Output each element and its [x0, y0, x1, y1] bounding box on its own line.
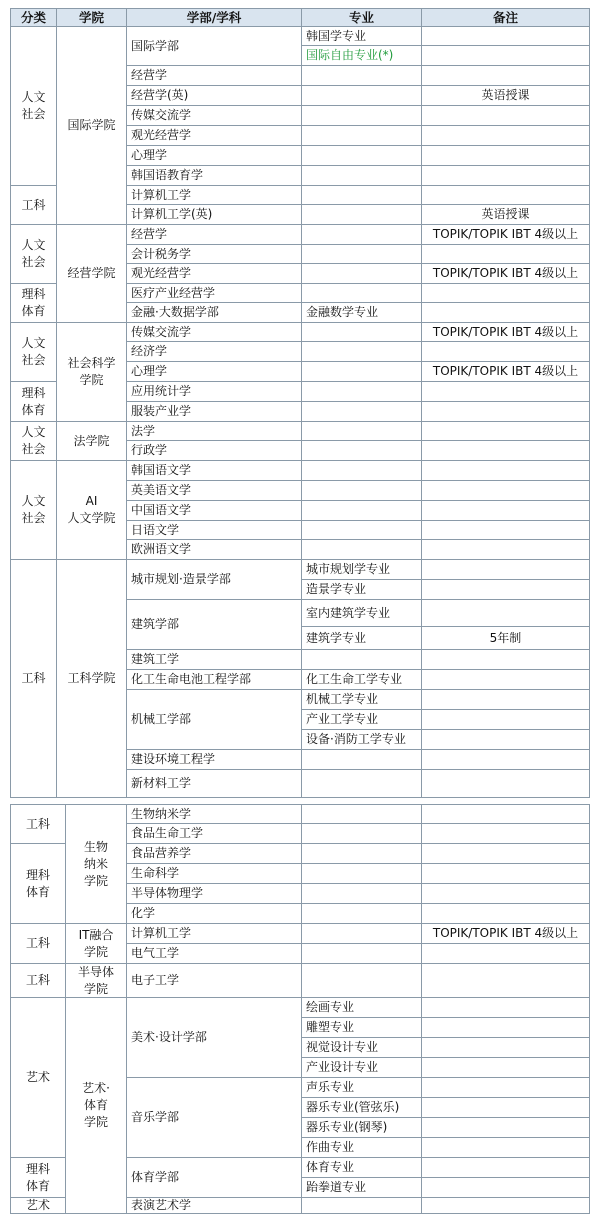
t1-major	[302, 86, 422, 106]
t1-major	[302, 205, 422, 225]
t1-dept	[127, 690, 302, 750]
t1-note	[422, 402, 590, 422]
t2-major-text: 器乐专业(管弦乐)	[306, 1100, 400, 1114]
t1-note-text: TOPIK/TOPIK IBT 4级以上	[432, 364, 579, 378]
t2-dept-text: 生物纳米学	[131, 806, 192, 821]
t2-dept	[127, 904, 302, 924]
t1-category-text: 理科 体育	[21, 287, 46, 318]
t1-note	[422, 166, 590, 186]
t2-note	[422, 904, 590, 924]
t1-dept-text: 经营学	[131, 68, 168, 82]
t2-major	[302, 1198, 422, 1214]
t1-dept-text: 行政学	[131, 443, 168, 457]
t1-note-text: 英语授课	[481, 88, 530, 102]
t2-dept-text: 计算机工学	[131, 926, 192, 940]
t1-college	[57, 560, 127, 798]
t2-major	[302, 824, 422, 844]
t1-major	[302, 770, 422, 798]
t2-major	[302, 844, 422, 864]
t1-dept	[127, 27, 302, 66]
t1-category	[10, 284, 57, 323]
t2-dept-text: 生命科学	[131, 866, 180, 880]
t1-note	[422, 323, 590, 342]
t1-dept	[127, 600, 302, 650]
t1-major	[302, 730, 422, 750]
t1-dept-text: 建设环境工程学	[131, 752, 216, 766]
t1-dept	[127, 186, 302, 205]
t2-category	[10, 1158, 66, 1198]
t2-category	[10, 804, 66, 844]
t2-dept	[127, 964, 302, 998]
t1-major	[302, 284, 422, 303]
t1-college-text: 国际学院	[67, 118, 116, 132]
t2-college-text: 艺术· 体育 学院	[82, 1081, 110, 1129]
t1-category-text: 人文 社会	[21, 90, 46, 121]
t1-note-text: TOPIK/TOPIK IBT 4级以上	[432, 227, 579, 241]
t1-dept-text: 传媒交流学	[131, 324, 192, 339]
t1-note	[422, 126, 590, 146]
t1-college-text: 工科学院	[67, 671, 116, 685]
t2-note-text: TOPIK/TOPIK IBT 4级以上	[432, 926, 579, 940]
t1-dept-text: 计算机工学(英)	[131, 207, 213, 221]
t1-dept-text: 观光经营学	[131, 128, 192, 142]
t1-dept	[127, 770, 302, 798]
t1-note	[422, 66, 590, 86]
t2-major	[302, 964, 422, 998]
t1-dept	[127, 225, 302, 245]
t2-note	[422, 944, 590, 964]
t1-major	[302, 245, 422, 264]
t1-major	[302, 521, 422, 540]
t2-dept	[127, 944, 302, 964]
t1-dept	[127, 481, 302, 501]
t1-dept-text: 机械工学部	[131, 712, 192, 726]
t1-dept-text: 应用统计学	[131, 384, 192, 398]
t2-note	[422, 964, 590, 998]
t1-dept-text: 观光经营学	[131, 266, 192, 280]
t1-category-text: 工科	[21, 671, 46, 685]
t1-dept-text: 心理学	[131, 148, 168, 162]
t1-major	[302, 342, 422, 362]
t1-dept	[127, 441, 302, 461]
t1-major	[302, 670, 422, 690]
t1-college	[57, 323, 127, 422]
t2-major	[302, 1038, 422, 1058]
t1-major	[302, 27, 422, 46]
t2-dept-text: 音乐学部	[131, 1110, 180, 1124]
t1-dept-text: 建筑学部	[131, 617, 180, 631]
t1-major	[302, 146, 422, 166]
t1-dept	[127, 402, 302, 422]
t2-category-text: 艺术	[25, 1070, 50, 1084]
t2-dept	[127, 844, 302, 864]
t2-note	[422, 1058, 590, 1078]
t1-major	[302, 560, 422, 580]
t1-dept-text: 心理学	[131, 364, 168, 378]
t1-dept-text: 法学	[131, 423, 156, 438]
t1-category-text: 工科	[21, 197, 46, 212]
t1-major-text: 机械工学专业	[306, 692, 379, 706]
t1-dept	[127, 166, 302, 186]
t1-note	[422, 205, 590, 225]
t1-major	[302, 382, 422, 402]
t1-dept	[127, 521, 302, 540]
t1-major	[302, 362, 422, 382]
t2-major	[302, 904, 422, 924]
t2-dept-text: 半导体物理学	[131, 886, 204, 900]
t1-note	[422, 342, 590, 362]
t2-note	[422, 1098, 590, 1118]
header-major	[302, 8, 422, 27]
t1-major	[302, 264, 422, 284]
t1-dept	[127, 126, 302, 146]
t1-category	[10, 27, 57, 186]
t1-dept-text: 经营学(英)	[131, 88, 189, 102]
t1-dept	[127, 303, 302, 323]
t2-note	[422, 1178, 590, 1198]
t1-note	[422, 650, 590, 670]
t2-college	[66, 804, 127, 924]
t1-note	[422, 481, 590, 501]
t1-major	[302, 303, 422, 323]
t1-dept-text: 建筑工学	[131, 652, 180, 666]
t1-category	[10, 225, 57, 284]
t1-dept	[127, 461, 302, 481]
t2-major-text: 器乐专业(钢琴)	[306, 1120, 388, 1134]
t1-note	[422, 730, 590, 750]
t1-note	[422, 146, 590, 166]
t2-dept	[127, 1078, 302, 1158]
t1-major-text: 室内建筑学专业	[306, 605, 391, 620]
t2-dept-text: 化学	[131, 906, 156, 920]
t1-note	[422, 560, 590, 580]
t1-dept	[127, 560, 302, 600]
t1-note	[422, 770, 590, 798]
t1-category-text: 理科 体育	[21, 385, 46, 417]
t1-category	[10, 323, 57, 382]
t1-major	[302, 46, 422, 66]
t2-major	[302, 944, 422, 964]
t1-note	[422, 627, 590, 650]
t2-note	[422, 924, 590, 944]
t1-college	[57, 422, 127, 461]
t1-major	[302, 627, 422, 650]
t1-major-text: 设备·消防工学专业	[306, 732, 406, 746]
t2-dept-text: 食品生命工学	[131, 826, 204, 840]
t1-dept-text: 英美语文学	[131, 483, 192, 497]
t2-category-text: 理科 体育	[25, 867, 50, 899]
header-note	[422, 8, 590, 27]
t1-note	[422, 106, 590, 126]
t1-category	[10, 461, 57, 560]
t2-major	[302, 884, 422, 904]
t1-note	[422, 382, 590, 402]
t1-note-text: TOPIK/TOPIK IBT 4级以上	[432, 324, 579, 339]
t2-dept-text: 电气工学	[131, 946, 180, 960]
t1-dept	[127, 362, 302, 382]
t1-note	[422, 27, 590, 46]
t1-dept	[127, 264, 302, 284]
t1-dept	[127, 650, 302, 670]
t1-note	[422, 245, 590, 264]
t2-major	[302, 1098, 422, 1118]
t1-note	[422, 461, 590, 481]
t2-major	[302, 1078, 422, 1098]
t2-major	[302, 1158, 422, 1178]
t1-note	[422, 580, 590, 600]
t1-major	[302, 600, 422, 627]
t1-note-text: TOPIK/TOPIK IBT 4级以上	[432, 266, 579, 280]
t2-note	[422, 1078, 590, 1098]
t2-dept-text: 电子工学	[131, 973, 180, 987]
t1-dept-text: 金融·大数据学部	[131, 305, 219, 319]
t1-dept-text: 传媒交流学	[131, 108, 192, 122]
t1-dept-text: 韩国语教育学	[131, 168, 204, 182]
t1-major-text: 城市规划学专业	[306, 562, 391, 576]
t1-major	[302, 750, 422, 770]
t1-category	[10, 560, 57, 798]
t2-dept-text: 体育学部	[131, 1170, 180, 1184]
t2-college	[66, 924, 127, 964]
t1-note	[422, 362, 590, 382]
t1-major	[302, 422, 422, 441]
t2-major-text: 视觉设计专业	[306, 1040, 379, 1054]
t1-note	[422, 225, 590, 245]
t1-college-text: 法学院	[73, 433, 110, 448]
t1-major-text: 韩国学专业	[306, 28, 367, 43]
header-major-text: 专业	[348, 10, 374, 25]
t1-dept	[127, 86, 302, 106]
t1-category	[10, 422, 57, 461]
t2-note	[422, 844, 590, 864]
t1-college-text: AI 人文学院	[67, 494, 116, 525]
t1-dept	[127, 342, 302, 362]
t1-major	[302, 501, 422, 521]
t2-dept-text: 表演艺术学	[131, 1198, 192, 1212]
t1-major	[302, 461, 422, 481]
t2-major	[302, 1058, 422, 1078]
t1-note	[422, 670, 590, 690]
t1-dept	[127, 501, 302, 521]
t1-major	[302, 186, 422, 205]
t1-college-text: 经营学院	[67, 266, 116, 280]
t2-dept	[127, 864, 302, 884]
t1-dept-text: 国际学部	[131, 38, 180, 53]
t2-note	[422, 1118, 590, 1138]
t2-dept-text: 食品营养学	[131, 846, 192, 860]
t1-note	[422, 264, 590, 284]
t2-note	[422, 1018, 590, 1038]
t2-dept-text: 美术·设计学部	[131, 1030, 207, 1044]
t1-dept	[127, 245, 302, 264]
t2-note	[422, 998, 590, 1018]
t1-category-text: 人文 社会	[21, 238, 46, 269]
t2-category	[10, 844, 66, 924]
t1-dept	[127, 422, 302, 441]
t1-dept	[127, 66, 302, 86]
t2-major-text: 声乐专业	[306, 1080, 355, 1094]
t1-major	[302, 106, 422, 126]
t1-category-text: 人文 社会	[21, 494, 46, 525]
t1-note	[422, 690, 590, 710]
t2-college-text: IT融合 学院	[78, 927, 114, 959]
header-category	[10, 8, 57, 27]
t1-major	[302, 126, 422, 146]
t2-major	[302, 804, 422, 824]
t2-note	[422, 804, 590, 824]
t2-note	[422, 1198, 590, 1214]
t2-major-text: 作曲专业	[306, 1140, 355, 1154]
t1-major-text: 造景学专业	[306, 582, 367, 596]
t1-category-text: 人文 社会	[21, 336, 46, 367]
t1-note	[422, 284, 590, 303]
t2-college	[66, 964, 127, 998]
t1-note	[422, 501, 590, 521]
t2-note	[422, 884, 590, 904]
t1-dept-text: 会计税务学	[131, 246, 192, 261]
t1-dept	[127, 205, 302, 225]
t1-major	[302, 323, 422, 342]
t2-dept	[127, 1158, 302, 1198]
t1-note	[422, 750, 590, 770]
t2-major-text: 雕塑专业	[306, 1020, 355, 1034]
t1-college	[57, 461, 127, 560]
t1-major	[302, 166, 422, 186]
t1-college	[57, 225, 127, 323]
t1-note	[422, 540, 590, 560]
t1-note	[422, 86, 590, 106]
t2-major-text: 跆拳道专业	[306, 1180, 367, 1194]
t2-category-text: 理科 体育	[25, 1161, 50, 1193]
t1-dept	[127, 540, 302, 560]
t2-dept	[127, 1198, 302, 1214]
t1-note	[422, 46, 590, 66]
t1-note-text: 英语授课	[481, 207, 530, 221]
t1-dept	[127, 382, 302, 402]
t1-dept-text: 经济学	[131, 344, 168, 358]
t1-major	[302, 690, 422, 710]
t2-college-text: 生物 纳米 学院	[83, 839, 108, 888]
t1-major	[302, 481, 422, 501]
t1-note	[422, 521, 590, 540]
t2-dept	[127, 884, 302, 904]
t2-major	[302, 998, 422, 1018]
t1-note-text: 5年制	[489, 630, 522, 645]
t1-major	[302, 402, 422, 422]
t1-major	[302, 580, 422, 600]
t2-major-text: 绘画专业	[306, 1000, 355, 1014]
t2-major	[302, 1138, 422, 1158]
t1-major	[302, 540, 422, 560]
t2-major	[302, 864, 422, 884]
t2-dept	[127, 998, 302, 1078]
t1-note	[422, 422, 590, 441]
header-college	[57, 8, 127, 27]
t2-note	[422, 1158, 590, 1178]
header-dept	[127, 8, 302, 27]
t1-college-text: 社会科学 学院	[67, 356, 116, 387]
header-college-text: 学院	[78, 10, 104, 25]
t2-major-text: 产业设计专业	[306, 1060, 379, 1074]
t2-major	[302, 1178, 422, 1198]
t2-category-text: 工科	[25, 936, 50, 950]
header-category-text: 分类	[20, 10, 46, 25]
t2-note	[422, 824, 590, 844]
t2-note	[422, 1138, 590, 1158]
t1-note	[422, 186, 590, 205]
t2-category	[10, 998, 66, 1158]
t1-major-text: 化工生命工学专业	[306, 672, 403, 686]
t1-major	[302, 225, 422, 245]
t2-college	[66, 998, 127, 1214]
t1-dept-text: 日语文学	[131, 522, 180, 537]
t1-dept-text: 化工生命电池工程学部	[131, 672, 252, 686]
t1-dept-text: 新材料工学	[131, 776, 192, 790]
t1-note	[422, 600, 590, 627]
t2-category	[10, 1198, 66, 1214]
t1-dept-text: 韩国语文学	[131, 463, 192, 477]
t1-dept-text: 中国语文学	[131, 503, 192, 517]
t1-major	[302, 650, 422, 670]
t1-note	[422, 710, 590, 730]
t1-dept	[127, 284, 302, 303]
t2-dept	[127, 804, 302, 824]
t1-category-text: 人文 社会	[21, 425, 46, 456]
t1-major	[302, 441, 422, 461]
t1-college	[57, 27, 127, 225]
t2-category-text: 工科	[25, 816, 50, 831]
t2-category-text: 艺术	[25, 1198, 50, 1212]
t1-dept-text: 欧洲语文学	[131, 542, 192, 556]
t2-major	[302, 1118, 422, 1138]
t1-note	[422, 303, 590, 323]
t1-dept-text: 医疗产业经营学	[131, 285, 216, 300]
header-note-text: 备注	[492, 10, 518, 25]
t1-dept-text: 计算机工学	[131, 187, 192, 202]
t2-dept	[127, 924, 302, 944]
t2-note	[422, 864, 590, 884]
t2-major	[302, 924, 422, 944]
t2-category-text: 工科	[25, 973, 50, 987]
t1-category	[10, 186, 57, 225]
t2-college-text: 半导体 学院	[77, 964, 114, 996]
t2-major	[302, 1018, 422, 1038]
t1-dept-text: 城市规划·造景学部	[131, 572, 231, 586]
t2-category	[10, 964, 66, 998]
t1-dept	[127, 323, 302, 342]
t1-major-text: 国际自由专业(*)	[306, 48, 394, 62]
t1-dept-text: 服装产业学	[131, 404, 192, 418]
header-dept-text: 学部/学科	[186, 10, 242, 25]
t1-dept-text: 经营学	[131, 227, 168, 241]
t1-dept	[127, 670, 302, 690]
t2-category	[10, 924, 66, 964]
t1-major-text: 金融数学专业	[306, 305, 379, 319]
t1-major-text: 建筑学专业	[306, 630, 367, 645]
t1-dept	[127, 106, 302, 126]
t1-dept	[127, 146, 302, 166]
t1-dept	[127, 750, 302, 770]
t1-major	[302, 710, 422, 730]
t2-note	[422, 1038, 590, 1058]
t1-major-text: 产业工学专业	[306, 712, 379, 726]
t1-category	[10, 382, 57, 422]
t2-major-text: 体育专业	[306, 1160, 355, 1174]
t1-major	[302, 66, 422, 86]
t1-note	[422, 441, 590, 461]
t2-dept	[127, 824, 302, 844]
